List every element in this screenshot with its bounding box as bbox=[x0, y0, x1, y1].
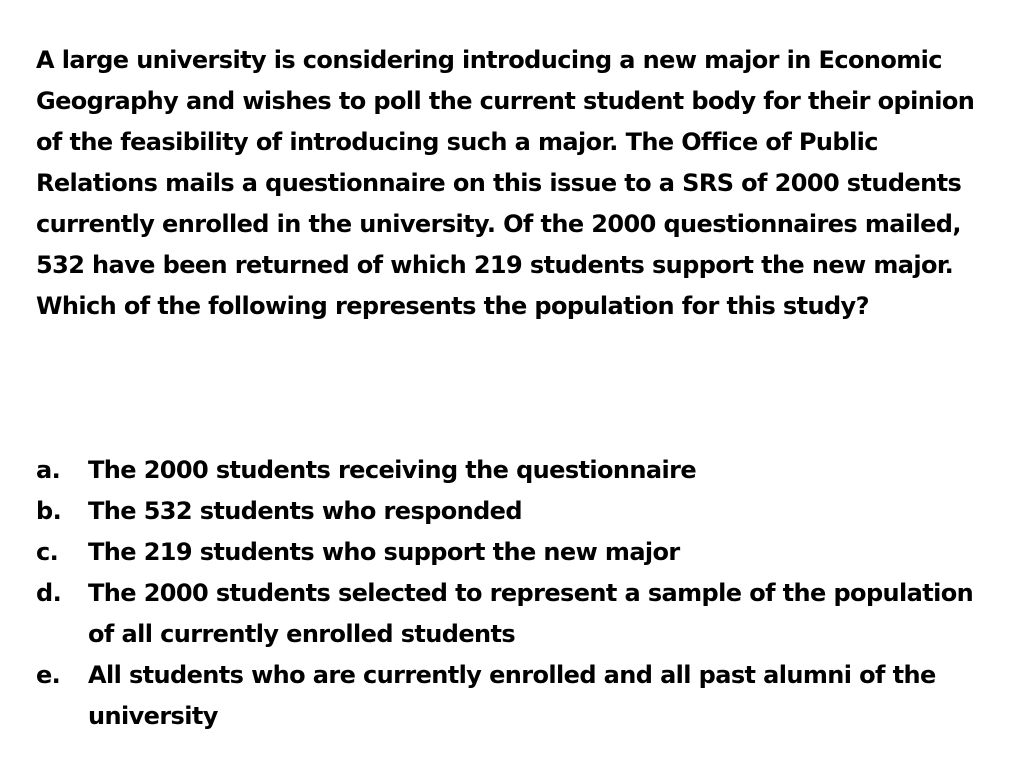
option-text: The 532 students who responded bbox=[88, 497, 522, 525]
option-text: The 2000 students selected to represent a sample of the population of all currently enrolled students bbox=[88, 579, 974, 648]
answer-option-b bbox=[36, 491, 981, 532]
answer-option-a bbox=[36, 450, 981, 491]
option-letter: d. bbox=[36, 579, 62, 607]
option-text: The 219 students who support the new major bbox=[88, 538, 680, 566]
option-letter: e. bbox=[36, 661, 61, 689]
answer-options-list bbox=[36, 450, 981, 737]
option-text: All students who are currently enrolled and all past alumni of the university bbox=[88, 661, 936, 730]
option-letter: b. bbox=[36, 497, 62, 525]
option-letter: c. bbox=[36, 538, 59, 566]
answer-option-c bbox=[36, 532, 981, 573]
question-text: A large university is considering introducing a new major in Economic Geography and wishes to poll the current student body for their opinion of the feasibility of introducing such a major. The Office of Public Relations mails a questionnaire on this issue to a SRS of 2000 students currently enrolled in the university. Of the 2000 questionnaires mailed, 532 have been returned of which 219 students support the new major. Which of the following represents the population for this study? bbox=[36, 46, 975, 320]
option-letter: a. bbox=[36, 456, 61, 484]
option-text: The 2000 students receiving the questionnaire bbox=[88, 456, 696, 484]
answer-option-d bbox=[36, 573, 981, 655]
answer-option-e bbox=[36, 655, 981, 737]
